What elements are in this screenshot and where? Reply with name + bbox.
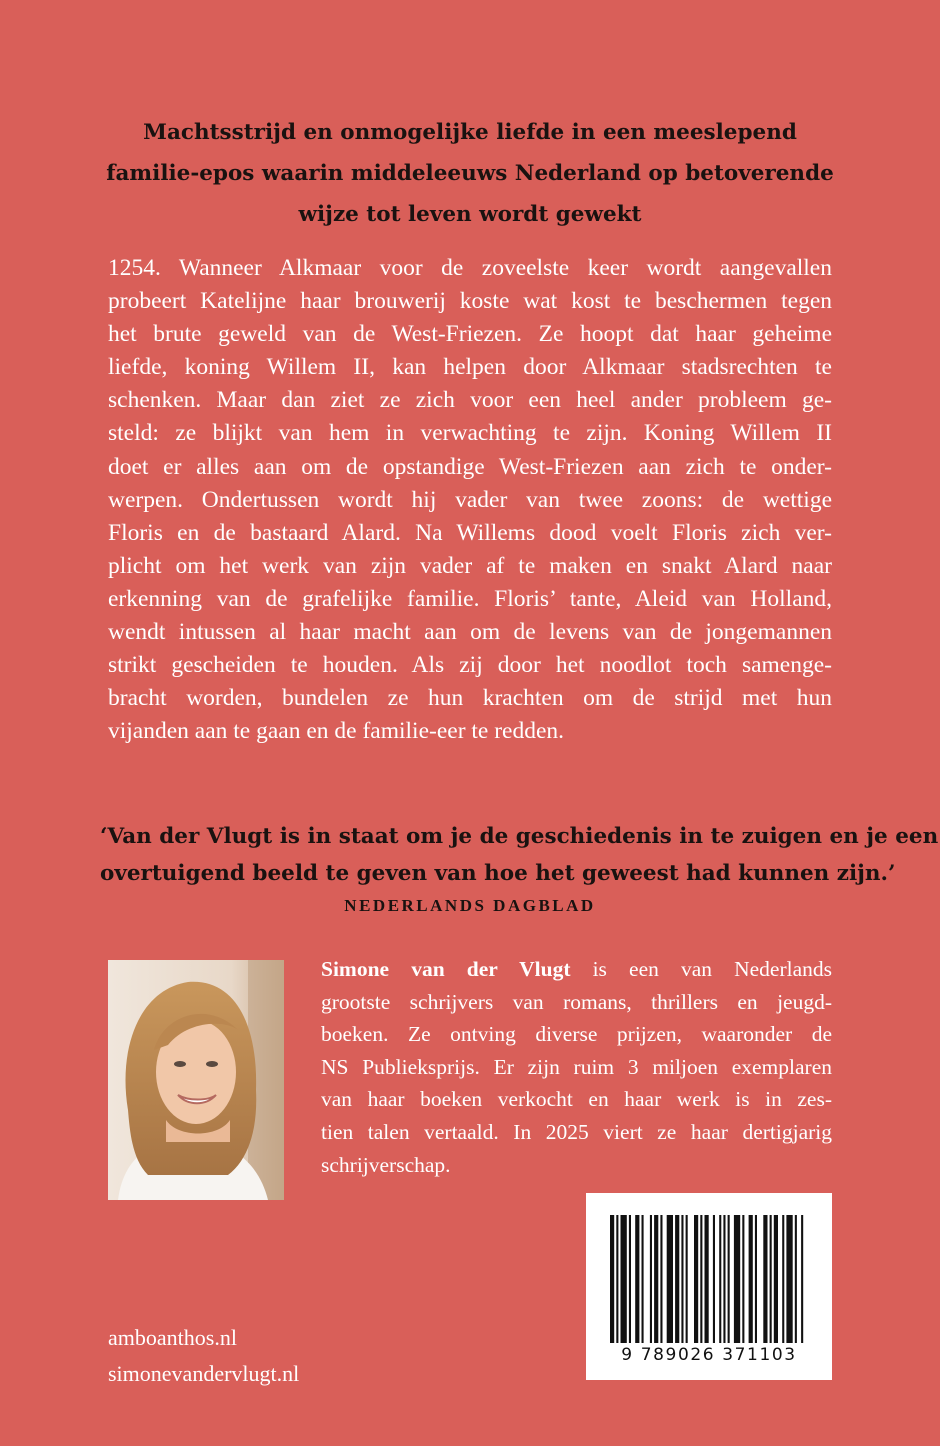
barcode-bar bbox=[728, 1215, 730, 1343]
barcode-bar bbox=[763, 1215, 767, 1343]
barcode-bar bbox=[782, 1215, 784, 1343]
blurb-line: erkenning van de grafelijke familie. Floris’ tante, Aleid van Holland, bbox=[108, 585, 832, 612]
barcode-bar bbox=[610, 1215, 614, 1343]
bio-line: van haar boeken verkocht en haar werk is in zes- bbox=[321, 1087, 832, 1112]
barcode-bar bbox=[616, 1215, 618, 1343]
barcode-bar bbox=[749, 1215, 753, 1343]
barcode-bar bbox=[742, 1215, 744, 1343]
barcode bbox=[586, 1193, 832, 1380]
barcode-bar bbox=[734, 1215, 740, 1343]
author-name: Simone van der Vlugt bbox=[321, 957, 571, 981]
quote-line: overtuigend beeld te geven van hoe het geweest had kunnen zijn.’ bbox=[100, 861, 896, 886]
barcode-bars bbox=[610, 1215, 808, 1343]
barcode-bar bbox=[774, 1215, 778, 1343]
blurb-line: probeert Katelijne haar brouwerij koste wat kost te beschermen tegen bbox=[108, 288, 832, 315]
barcode-bar bbox=[660, 1215, 662, 1343]
blurb-line: vijanden aan te gaan en de familie-eer te redden. bbox=[108, 718, 565, 745]
blurb-line: Floris en de bastaard Alard. Na Willems dood voelt Floris zich ver- bbox=[108, 519, 832, 546]
blurb-line: strikt gescheiden te houden. Als zij door het noodlot toch samenge- bbox=[108, 652, 832, 679]
bio-line: grootste schrijvers van romans, thrillers en jeugd- bbox=[321, 989, 832, 1014]
blurb-line: 1254. Wanneer Alkmaar voor de zoveelste keer wordt aangevallen bbox=[108, 255, 832, 281]
blurb-line: het brute geweld van de West-Friezen. Ze hoopt dat haar geheime bbox=[108, 321, 832, 348]
barcode-bar bbox=[755, 1215, 757, 1343]
barcode-bar bbox=[723, 1215, 725, 1343]
tagline bbox=[100, 112, 840, 235]
barcode-bar bbox=[694, 1215, 698, 1343]
barcode-bar bbox=[654, 1215, 658, 1343]
blurb-line: werpen. Ondertussen wordt hij vader van twee zoons: de wettige bbox=[108, 486, 832, 513]
tagline-line: familie-epos waarin middeleeuws Nederland op betoverende bbox=[106, 161, 834, 186]
bio-first-line-text: is een van Nederlands bbox=[570, 957, 833, 981]
blurb-line: schenken. Maar dan ziet ze zich voor een heel ander probleem ge- bbox=[108, 387, 832, 414]
blurb-line: steld: ze blijkt van hem in verwachting te zijn. Koning Willem II bbox=[108, 420, 832, 447]
barcode-bar bbox=[650, 1215, 652, 1343]
bio-line: boeken. Ze ontving diverse prijzen, waaronder de bbox=[321, 1022, 832, 1047]
quote-source: NEDERLANDS DAGBLAD bbox=[344, 896, 596, 915]
bio-line: NS Publieksprijs. Er zijn ruim 3 miljoen exemplaren bbox=[321, 1054, 832, 1079]
publisher-website-link[interactable]: amboanthos.nl bbox=[108, 1325, 237, 1350]
author-portrait-image bbox=[108, 960, 284, 1200]
tagline-line: wijze tot leven wordt gewekt bbox=[298, 202, 642, 227]
tagline-line: Machtsstrijd en onmogelijke liefde in een meeslepend bbox=[143, 120, 797, 145]
barcode-bar bbox=[621, 1215, 627, 1343]
blurb-line: bracht worden, bundelen ze hun krachten om de strijd met hun bbox=[108, 685, 832, 712]
author-bio bbox=[321, 953, 832, 1181]
barcode-bar bbox=[686, 1215, 688, 1343]
barcode-bar bbox=[700, 1215, 702, 1343]
barcode-bar bbox=[642, 1215, 644, 1343]
blurb-line: liefde, koning Willem II, kan helpen door Alkmaar stadsrechten te bbox=[108, 354, 832, 381]
barcode-bar bbox=[675, 1215, 679, 1343]
blurb-line: wendt intussen al haar macht aan om de levens van de jongemannen bbox=[108, 619, 832, 646]
blurb bbox=[108, 252, 832, 748]
barcode-bar bbox=[770, 1215, 772, 1343]
barcode-bar bbox=[681, 1215, 683, 1343]
barcode-bar bbox=[795, 1215, 797, 1343]
bio-line: schrijverschap. bbox=[321, 1152, 451, 1177]
barcode-bar bbox=[629, 1215, 631, 1343]
quote-line: ‘Van der Vlugt is in staat om je de geschiedenis in te zuigen en je een bbox=[100, 824, 939, 849]
author-website-link[interactable]: simonevandervlugt.nl bbox=[108, 1361, 300, 1386]
barcode-bar bbox=[801, 1215, 803, 1343]
website-links bbox=[108, 1320, 299, 1392]
blurb-line: doet er alles aan om de opstandige West-Friezen aan zich te onder- bbox=[108, 453, 832, 480]
isbn-number: 9 789026 371103 bbox=[621, 1345, 797, 1365]
barcode-bar bbox=[635, 1215, 639, 1343]
barcode-bar bbox=[719, 1215, 721, 1343]
barcode-bar bbox=[705, 1215, 709, 1343]
barcode-bar bbox=[786, 1215, 792, 1343]
bio-line: tien talen vertaald. In 2025 viert ze haar dertigjarig bbox=[321, 1119, 832, 1144]
blurb-line: plicht om het werk van zijn vader af te maken en snakt Alard naar bbox=[108, 552, 832, 579]
barcode-bar bbox=[667, 1215, 673, 1343]
review-quote bbox=[100, 818, 939, 892]
bio-first-line bbox=[321, 953, 832, 986]
author-photo bbox=[108, 960, 284, 1200]
barcode-bar bbox=[713, 1215, 715, 1343]
